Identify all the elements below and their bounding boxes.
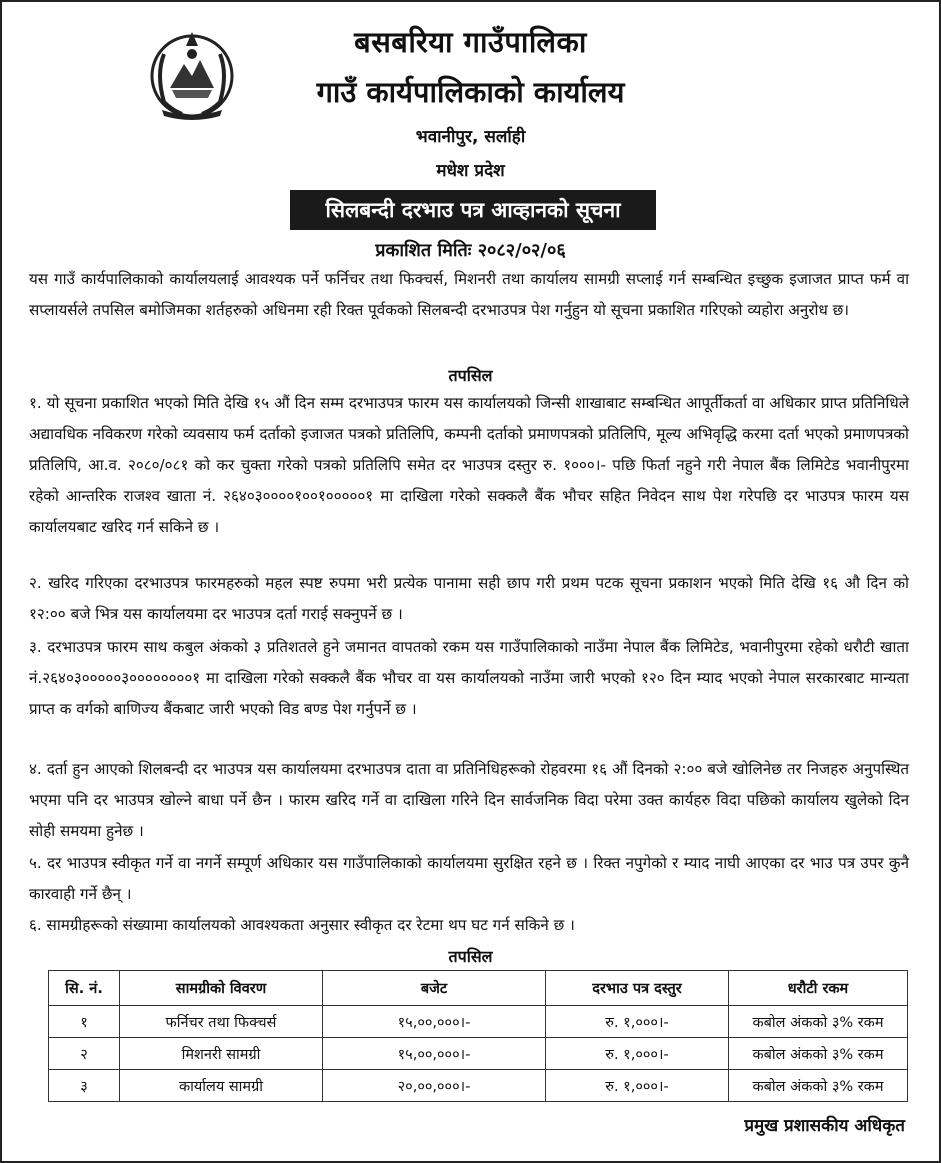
intro-paragraph: यस गाउँ कार्यपालिकाको कार्यालयलाई आवश्यक पर्ने फर्निचर तथा फिक्चर्स, मिशनरी तथा कार्यालय सामग्री सप्लाई गर्न सम्बन्धित इच्छुक इजाजत प्राप्त फर्म वा सप्लायर्सले तपसिल बमोजिमका शर्तहरुको अधिनमा रही रिक्त पूर्वकको सिलबन्दी दरभाउपत्र पेश गर्नुहुन यो सूचना प्रकाशित गरिएको व्यहोरा अनुरोध छ। <box>29 270 909 319</box>
col-header-fee: दरभाउ पत्र दस्तुर <box>546 971 729 1006</box>
condition-item-2: २. खरिद गरिएका दरभाउपत्र फारमहरुको महल स्पष्ट रुपमा भरी प्रत्येक पानामा सही छाप गरी प्रथम पटक सूचना प्रकाशन भएको मिति देखि १६ औ दिन को १२:०० बजे भित्र यस कार्यालयमा दर भाउपत्र दर्ता गराई सक्नुपर्ने छ । <box>29 574 909 623</box>
cell-description: मिशनरी सामग्री <box>120 1038 323 1070</box>
table-row <box>49 1070 908 1102</box>
col-header-deposit: धरौटी रकम <box>729 971 908 1006</box>
cell-serial: ३ <box>49 1070 120 1102</box>
published-date: प्रकाशित मितिः २०८२/०२/०६ <box>375 240 566 261</box>
province-name: मधेश प्रदेश <box>436 161 505 181</box>
cell-description: कार्यालय सामग्री <box>120 1070 323 1102</box>
table-row <box>49 1006 908 1038</box>
condition-item-6: ६. सामग्रीहरूको संख्यामा कार्यालयको आवश्यकता अनुसार स्वीकृत दर रेटमा थप घट गर्न सकिने छ । <box>29 916 575 934</box>
col-header-serial: सि. नं. <box>49 971 120 1006</box>
cell-serial: १ <box>49 1006 120 1038</box>
condition-item-4: ४. दर्ता हुन आएको शिलबन्दी दर भाउपत्र यस कार्यालयमा दरभाउपत्र दाता वा प्रतिनिधिहरूको रोहवरमा १६ औं दिनको २:०० बजे खोलिनेछ तर निजहरु अनुपस्थित भएमा पनि दर भाउपत्र खोल्ने बाधा पर्ने छैन । फारम खरिद गर्ने वा दाखिला गरिने दिन सार्वजनिक विदा परेमा उक्त कार्यहरु विदा पछिको कार्यालय खुलेको दिन सोही समयमा हुनेछ । <box>29 760 909 840</box>
cell-fee: रु. १,०००।- <box>546 1070 729 1102</box>
notice-title-banner: सिलबन्दी दरभाउ पत्र आव्हानको सूचना <box>290 190 656 230</box>
cell-deposit: कबोल अंकको ३% रकम <box>729 1070 908 1102</box>
cell-description: फर्निचर तथा फिक्चर्स <box>120 1006 323 1038</box>
cell-budget: १५,००,०००।- <box>323 1006 546 1038</box>
cell-fee: रु. १,०००।- <box>546 1038 729 1070</box>
signer-title: प्रमुख प्रशासकीय अधिकृत <box>744 1116 905 1136</box>
office-address: भवानीपुर, सर्लाही <box>415 127 526 147</box>
col-header-budget: बजेट <box>323 971 546 1006</box>
condition-item-5: ५. दर भाउपत्र स्वीकृत गर्ने वा नगर्ने सम्पूर्ण अधिकार यस गाउँपालिकाको कार्यालयमा सुरक्षित रहने छ । रिक्त नपुगेको र म्याद नाघी आएका दर भाउ पत्र उपर कुनै कारवाही गर्ने छैन् । <box>29 854 909 903</box>
cell-fee: रु. १,०००।- <box>546 1006 729 1038</box>
cell-deposit: कबोल अंकको ३% रकम <box>729 1006 908 1038</box>
condition-item-1: १. यो सूचना प्रकाशित भएको मिति देखि १५ औं दिन सम्म दरभाउपत्र फारम यस कार्यालयको जिन्सी शाखाबाट सम्बन्धित आपूर्तीकर्ता वा अधिकार प्राप्त प्रतिनिधिले अद्यावधिक नविकरण गरेको व्यवसाय फर्म दर्ताको इजाजत पत्रको प्रतिलिपि, कम्पनी दर्ताको प्रमाणपत्रको प्रतिलिपि, मूल्य अभिवृद्धि करमा दर्ता भएको प्रमाणपत्रको प्रतिलिपि, आ.व. २०८०/०८१ को कर चुक्ता गरेको पत्रको प्रतिलिपि समेत दर भाउपत्र दस्तुर रु. १०००।- पछि फिर्ता नहुने गरी नेपाल बैंक लिमिटेड भवानीपुरमा रहेको आन्तरिक राजश्व खाता नं. २६४०३००००१००१०००००१ मा दाखिला गरेको सक्कलै बैंक भौचर सहित निवेदन साथ पेश गरेपछि दर भाउपत्र फारम यस कार्यालयबाट खरिद गर्न सकिने छ । <box>29 394 909 536</box>
section-heading-table: तपसिल <box>448 947 493 966</box>
municipality-title: बसबरिया गाउँपालिका <box>354 25 587 59</box>
cell-budget: २०,००,०००।- <box>323 1070 546 1102</box>
cell-serial: २ <box>49 1038 120 1070</box>
cell-budget: १५,००,०००।- <box>323 1038 546 1070</box>
cell-deposit: कबोल अंकको ३% रकम <box>729 1038 908 1070</box>
condition-item-3: ३. दरभाउपत्र फारम साथ कबुल अंकको ३ प्रतिशतले हुने जमानत वापतको रकम यस गाउँपालिकाको नाउँमा नेपाल बैंक लिमिटेड, भवानीपुरमा रहेको धरौटी खाता नं.२६४०३०००००३००००००००१ मा दाखिला गरेको सक्कलै बैंक भौचर वा यस कार्यालयको नाउँमा जारी भएको १२० दिन म्याद भएको नेपाल सरकारबाट मान्यता प्राप्त क वर्गको बाणिज्य बैंकबाट जारी भएको विड बण्ड पेश गर्नुपर्ने छ । <box>29 638 909 718</box>
office-title: गाउँ कार्यपालिकाको कार्यालय <box>316 75 625 109</box>
table-header-row <box>49 971 908 1006</box>
col-header-description: सामग्रीको विवरण <box>120 971 323 1006</box>
section-heading-details: तपसिल <box>448 366 493 385</box>
table-row <box>49 1038 908 1070</box>
items-table <box>48 970 908 1102</box>
